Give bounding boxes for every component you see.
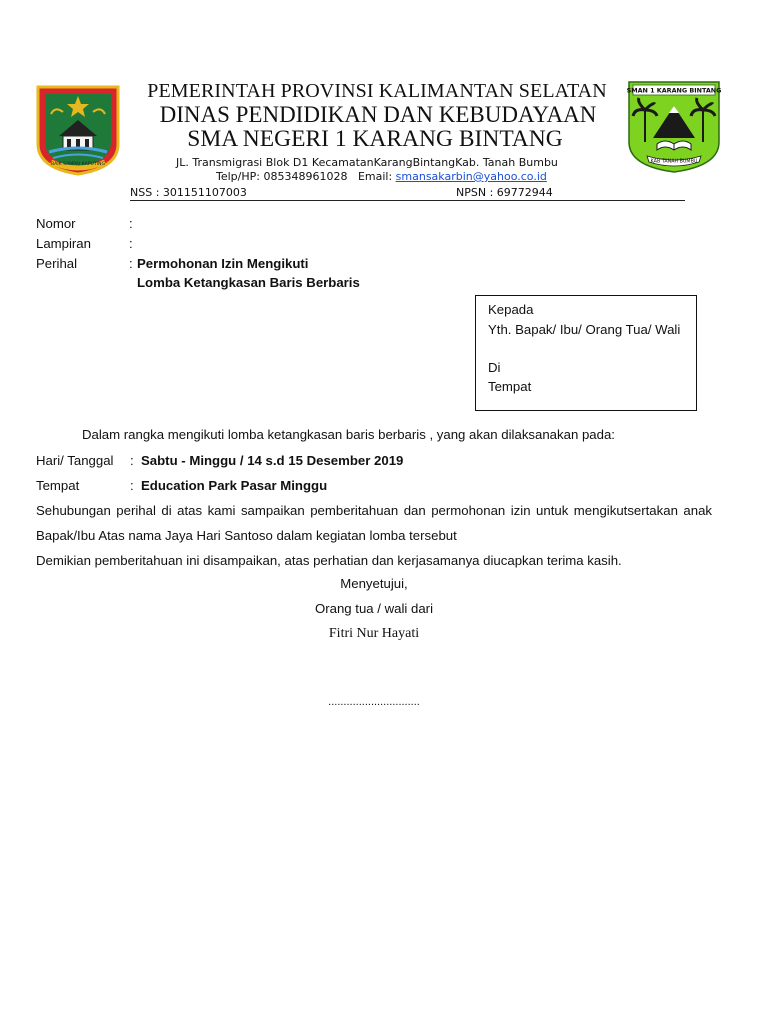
perihal-colon: : xyxy=(129,256,133,271)
signature-name: Fitri Nur Hayati xyxy=(328,626,420,641)
header-government-line: PEMERINTAH PROVINSI KALIMANTAN SELATAN xyxy=(147,80,607,102)
header-npsn: NPSN : 69772944 xyxy=(456,186,553,199)
nomor-value: : xyxy=(129,216,133,231)
hari-tanggal-value: Sabtu - Minggu / 14 s.d 15 Desember 2019 xyxy=(141,453,404,468)
tempat-colon: : xyxy=(130,478,134,493)
signature-approve: Menyetujui, xyxy=(340,576,408,591)
lampiran-label: Lampiran xyxy=(36,236,91,251)
hari-tanggal-colon: : xyxy=(130,453,134,468)
lampiran-value: : xyxy=(129,236,133,251)
tempat-label: Tempat xyxy=(36,478,80,493)
recipient-addressee: Yth. Bapak/ Ibu/ Orang Tua/ Wali xyxy=(488,322,681,337)
perihal-subject-line2: Lomba Ketangkasan Baris Berbaris xyxy=(137,275,360,290)
svg-text:KAB TANAH BUMBU: KAB TANAH BUMBU xyxy=(650,159,698,165)
closing-paragraph: Demikian pemberitahuan ini disampaikan, atas perhatian dan kerjasamanya diucapkan terima kasih. xyxy=(36,553,622,568)
header-contact xyxy=(216,170,547,183)
svg-text:SMAN 1 KARANG BINTANG: SMAN 1 KARANG BINTANG xyxy=(627,86,721,95)
recipient-kepada: Kepada xyxy=(488,302,534,317)
intro-paragraph: Dalam rangka mengikuti lomba ketangkasan baris berbaris , yang akan dilaksanakan pada: xyxy=(82,427,615,442)
header-nss: NSS : 301151107003 xyxy=(130,186,247,199)
province-emblem-logo xyxy=(35,84,121,176)
recipient-box xyxy=(475,295,697,411)
header-email-link[interactable]: smansakarbin@yahoo.co.id xyxy=(395,170,547,183)
header-school-name: SMA NEGERI 1 KARANG BINTANG xyxy=(187,126,563,152)
notice-paragraph-line2: Bapak/Ibu Atas nama Jaya Hari Santoso dalam kegiatan lomba tersebut xyxy=(36,528,457,543)
hari-tanggal-label: Hari/ Tanggal xyxy=(36,453,114,468)
school-emblem-logo xyxy=(627,80,721,174)
header-phone: Telp/HP: 085348961028 Email: xyxy=(216,170,396,183)
recipient-tempat: Tempat xyxy=(488,379,532,394)
header-address: JL. Transmigrasi Blok D1 KecamatanKarangBintangKab. Tanah Bumbu xyxy=(176,156,558,169)
perihal-subject-line1: Permohonan Izin Mengikuti xyxy=(137,256,309,271)
perihal-label: Perihal xyxy=(36,256,78,271)
signature-line: .............................. xyxy=(328,696,420,708)
header-department-line: DINAS PENDIDIKAN DAN KEBUDAYAAN xyxy=(159,102,597,127)
header-divider xyxy=(130,200,685,201)
notice-paragraph-line1: Sehubungan perihal di atas kami sampaikan pemberitahuan dan permohonan izin untuk mengikutsertakan anak xyxy=(36,503,712,518)
nomor-label: Nomor xyxy=(36,216,76,231)
svg-text:BAIK SAMPAI KAPUTING: BAIK SAMPAI KAPUTING xyxy=(50,162,106,167)
tempat-value: Education Park Pasar Minggu xyxy=(141,478,328,493)
signature-role: Orang tua / wali dari xyxy=(314,601,433,616)
recipient-di: Di xyxy=(488,360,501,375)
